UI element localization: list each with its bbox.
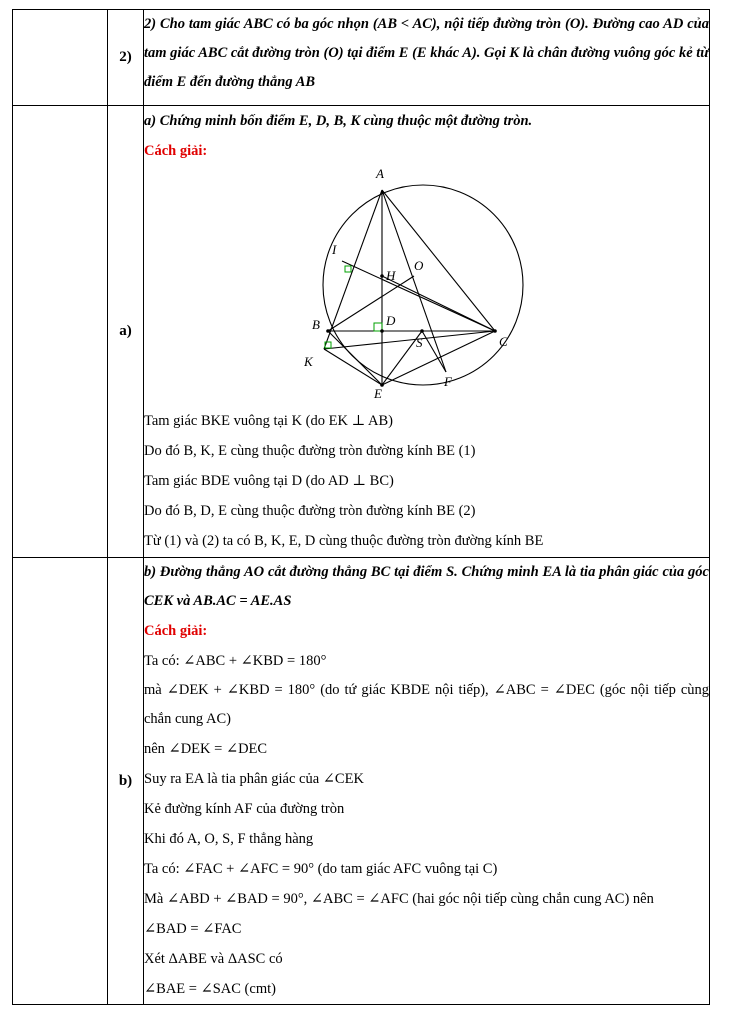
part-a-label: a) xyxy=(108,106,144,558)
segment-kc xyxy=(324,331,495,349)
segment-ke xyxy=(324,349,382,385)
part-a-row xyxy=(13,106,710,558)
label-f: F xyxy=(444,374,452,389)
empty-cell xyxy=(13,10,108,106)
problem-number: 2) xyxy=(108,10,144,106)
segment-be xyxy=(328,331,382,385)
label-o: O xyxy=(414,258,424,273)
part-b-line: Mà ∠ABD + ∠BAD = 90°, ∠ABC = ∠AFC (hai góc nội tiếp cùng chắn cung AC) nên xyxy=(144,891,654,907)
part-a-line: Tam giác BDE vuông tại D (do AD ⊥ BC) xyxy=(144,473,394,489)
part-a-method: Cách giải: xyxy=(144,143,208,159)
label-d: D xyxy=(386,313,396,328)
part-b-line: Ta có: ∠FAC + ∠AFC = 90° (do tam giác AFC vuông tại C) xyxy=(144,861,498,877)
part-b-line: Suy ra EA là tia phân giác của ∠CEK xyxy=(144,771,364,787)
part-a-line: Tam giác BKE vuông tại K (do EK ⊥ AB) xyxy=(144,413,394,429)
geometry-figure xyxy=(144,166,709,406)
segment-ec xyxy=(382,331,495,385)
problem-statement: 2) Cho tam giác ABC có ba góc nhọn (AB < AC), nội tiếp đường tròn (O). Đường cao AD của tam giác ABC cắt đường tròn (O) tại điểm E (E khác A). Gọi K là chân đường vuông góc kẻ từ điểm E đến đường thẳng AB xyxy=(144,10,710,106)
solution-table xyxy=(12,9,710,1005)
label-e: E xyxy=(374,386,382,401)
label-b: B xyxy=(312,317,320,332)
label-k: K xyxy=(304,354,313,369)
part-a-question: a) Chứng minh bốn điểm E, D, B, K cùng thuộc một đường tròn. xyxy=(144,113,533,129)
part-b-line: Ta có: ∠ABC + ∠KBD = 180° xyxy=(144,653,327,669)
part-b-line: nên ∠DEK = ∠DEC xyxy=(144,741,268,757)
part-b-line: ∠BAD = ∠FAC xyxy=(144,921,242,937)
part-b-line: mà ∠DEK + ∠KBD = 180° (do tứ giác KBDE nội tiếp), ∠ABC = ∠DEC (góc nội tiếp cùng chắn cung AC) xyxy=(144,682,709,727)
circumcircle xyxy=(323,185,523,385)
segment-hc xyxy=(382,276,495,331)
part-b-line: Xét ΔABE và ΔASC có xyxy=(144,951,283,967)
part-a-line: Do đó B, K, E cùng thuộc đường tròn đường kính BE (1) xyxy=(144,443,476,459)
label-i: I xyxy=(332,242,337,257)
part-b-line: Kẻ đường kính AF của đường tròn xyxy=(144,801,345,817)
part-a-line: Từ (1) và (2) ta có B, K, E, D cùng thuộc đường tròn đường kính BE xyxy=(144,533,544,549)
label-s: S xyxy=(416,335,423,350)
part-b-row xyxy=(13,558,710,1005)
part-a-line: Do đó B, D, E cùng thuộc đường tròn đường kính BE (2) xyxy=(144,503,476,519)
label-h: H xyxy=(386,268,396,283)
label-a: A xyxy=(376,166,384,181)
part-b-label: b) xyxy=(108,558,144,1005)
segment-ac xyxy=(382,190,495,331)
part-b-question: b) Đường thẳng AO cắt đường thẳng BC tại điểm S. Chứng minh EA là tia phân giác của góc CEK và AB.AC = AE.AS xyxy=(144,564,709,609)
empty-cell xyxy=(13,106,108,558)
circle-diagram xyxy=(304,166,544,406)
part-b-line: ∠BAE = ∠SAC (cmt) xyxy=(144,981,276,997)
empty-cell xyxy=(13,558,108,1005)
part-b-line: Khi đó A, O, S, F thẳng hàng xyxy=(144,831,314,847)
right-angle-i xyxy=(345,266,351,272)
part-b-method: Cách giải: xyxy=(144,623,208,639)
problem-row xyxy=(13,10,710,106)
part-b-content xyxy=(144,558,710,1005)
label-c: C xyxy=(499,334,508,349)
part-a-content xyxy=(144,106,710,558)
